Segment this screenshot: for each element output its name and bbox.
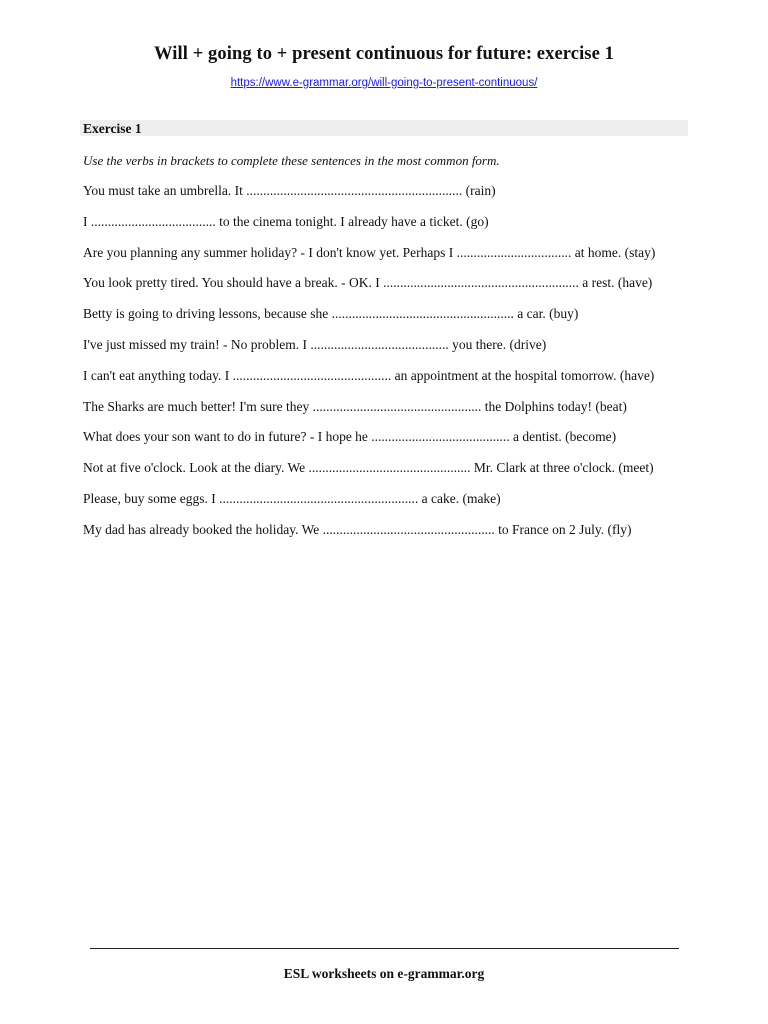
exercise-sentence-2: I ..................................... to the cinema tonight. I already have a ticket. (go) [83,213,489,229]
exercise-sentence-10: Not at five o'clock. Look at the diary. We ................................................ Mr. Clark at three o'clock. (meet) [83,460,654,476]
source-url-link[interactable]: https://www.e-grammar.org/will-going-to-present-continuous/ [230,77,538,89]
exercise-sentence-3: Are you planning any summer holiday? - I don't know yet. Perhaps I .................................. at home. (stay) [83,244,656,260]
exercise-instructions: Use the verbs in brackets to complete these sentences in the most common form. [83,153,500,168]
exercise-sentence-12: My dad has already booked the holiday. We ................................................... to France on 2 July. (fly) [83,521,632,537]
exercise-sentence-6: I've just missed my train! - No problem. I ......................................... you there. (drive) [83,336,547,352]
footer-divider [90,948,679,949]
exercise-sentence-8: The Sharks are much better! I'm sure they .................................................. the Dolphins today! (beat) [83,398,627,414]
exercise-heading: Exercise 1 [80,120,688,136]
exercise-sentence-7: I can't eat anything today. I ............................................... an appointment at the hospital tomorrow. (have) [83,367,655,383]
page-title: Will + going to + present continuous for future: exercise 1 [153,44,614,64]
exercise-sentence-1: You must take an umbrella. It ................................................................ (rain) [83,183,496,198]
exercise-sentence-9: What does your son want to do in future? - I hope he ......................................... a dentist. (become) [83,429,617,445]
footer-text: ESL worksheets on e-grammar.org [283,966,485,981]
exercise-sentence-11: Please, buy some eggs. I ........................................................... a cake. (make) [83,490,501,506]
sentence-list [83,182,693,552]
exercise-sentence-5: Betty is going to driving lessons, because she ...................................................... a car. (buy) [83,306,579,322]
exercise-sentence-4: You look pretty tired. You should have a break. - OK. I .......................................................... a rest. (have) [83,275,653,291]
